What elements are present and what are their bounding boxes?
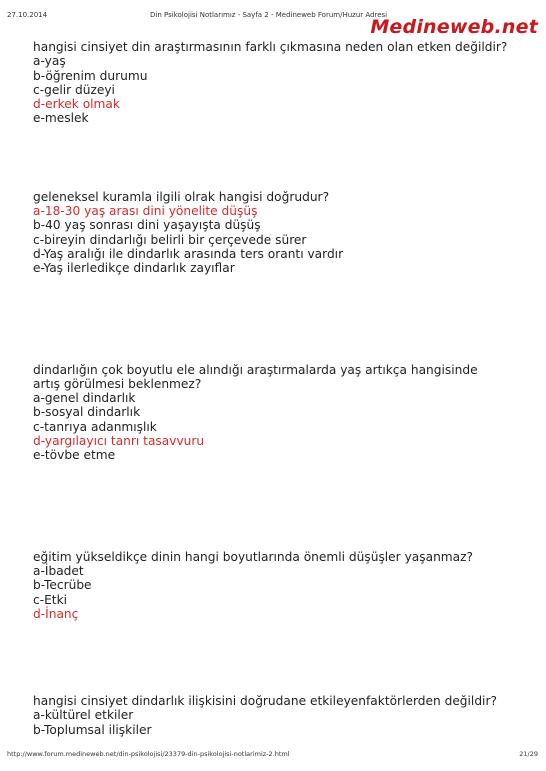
option-b: b-Toplumsal ilişkiler — [33, 722, 152, 737]
option-e: e-tövbe etme — [33, 448, 116, 463]
page-title: Din Psikolojisi Notlarımız - Sayfa 2 - Medineweb Forum/Huzur Adresi — [150, 11, 388, 19]
option-a-highlighted: a-18-30 yaş arası dini yönelite düşüş — [33, 204, 258, 219]
option-a: a-kültürel etkiler — [33, 708, 134, 723]
option-b: b-Tecrübe — [33, 578, 92, 593]
document-content — [33, 40, 508, 737]
option-d-highlighted: d-erkek olmak — [33, 97, 120, 112]
question-text: hangisi cinsiyet din araştırmasının farklı çıkmasına neden olan etken değildir? — [33, 40, 508, 54]
option-e: e-Yaş ilerledikçe dindarlık zayıflar — [33, 261, 235, 276]
question-text: dindarlığın çok boyutlu ele alındığı araştırmalarda yaş artıkça hangisinde artış görülmesi beklenmez? — [33, 362, 478, 391]
option-d-highlighted: d-İnanç — [33, 606, 79, 621]
option-a: a-İbadet — [33, 563, 84, 578]
question-5 — [33, 694, 503, 737]
option-a: a-genel dindarlık — [33, 391, 136, 406]
question-1 — [33, 40, 508, 126]
option-d-highlighted: d-yargılayıcı tanrı tasavvuru — [33, 434, 205, 449]
option-b: b-öğrenim durumu — [33, 68, 148, 83]
question-2 — [33, 190, 503, 276]
question-text: hangisi cinsiyet dindarlık ilişkisini doğrudane etkileyenfaktörlerden değildir? — [33, 694, 497, 709]
question-3 — [33, 363, 503, 463]
site-logo[interactable]: Medineweb.net — [370, 16, 538, 38]
option-c: c-Etki — [33, 592, 68, 607]
page-url[interactable]: http://www.forum.medineweb.net/din-psikolojisi/23379-din-psikolojisi-notlarimiz-2.html — [7, 750, 290, 758]
option-c: c-bireyin dindarlığı belirli bir çerçevede sürer — [33, 232, 307, 247]
option-c: c-gelir düzeyi — [33, 82, 115, 97]
question-text: eğitim yükseldikçe dinin hangi boyutlarında önemli düşüşler yaşanmaz? — [33, 549, 473, 564]
option-b: b-sosyal dindarlık — [33, 405, 141, 420]
option-e: e-meslek — [33, 111, 89, 126]
option-a: a-yaş — [33, 54, 66, 69]
option-b: b-40 yaş sonrası dini yaşayışta düşüş — [33, 218, 261, 233]
question-4 — [33, 550, 503, 621]
page-number: 21/29 — [519, 750, 538, 758]
print-date: 27.10.2014 — [7, 11, 48, 19]
option-c: c-tanrıya adanmışlık — [33, 419, 157, 434]
question-text: geleneksel kuramla ilgili olrak hangisi doğrudur? — [33, 189, 330, 204]
option-d: d-Yaş aralığı ile dindarlık arasında ters orantı vardır — [33, 246, 344, 261]
